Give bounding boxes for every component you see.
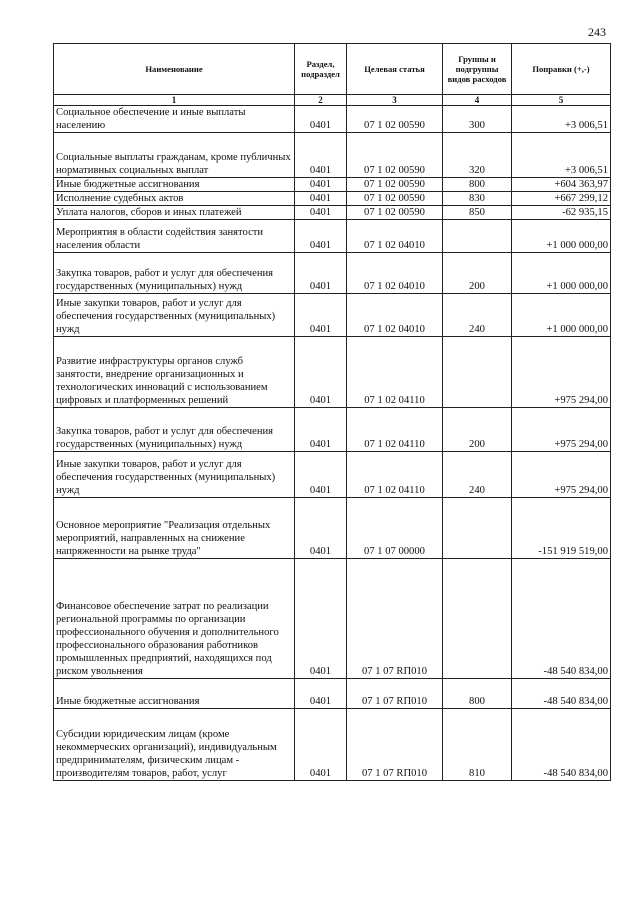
table-row <box>54 192 611 206</box>
row-section: 0401 <box>295 408 347 452</box>
row-group: 320 <box>443 133 512 178</box>
row-name: Иные закупки товаров, работ и услуг для обеспечения государственных (муниципальных) нужд <box>54 452 295 498</box>
row-name: Иные бюджетные ассигнования <box>54 679 295 709</box>
row-article: 07 1 02 00590 <box>347 206 443 220</box>
column-number-row <box>54 95 611 106</box>
row-section: 0401 <box>295 498 347 559</box>
table-row <box>54 679 611 709</box>
row-name: Иные бюджетные ассигнования <box>54 178 295 192</box>
row-section: 0401 <box>295 452 347 498</box>
row-section: 0401 <box>295 294 347 337</box>
row-section: 0401 <box>295 679 347 709</box>
row-name: Закупка товаров, работ и услуг для обеспечения государственных (муниципальных) нужд <box>54 408 295 452</box>
row-amount: +3 006,51 <box>512 106 611 133</box>
row-article: 07 1 07 RП010 <box>347 559 443 679</box>
header-section: Раздел, подраздел <box>295 44 347 95</box>
table-row <box>54 133 611 178</box>
row-section: 0401 <box>295 206 347 220</box>
row-amount: -62 935,15 <box>512 206 611 220</box>
row-amount: +975 294,00 <box>512 337 611 408</box>
row-amount: +975 294,00 <box>512 408 611 452</box>
row-amount: +667 299,12 <box>512 192 611 206</box>
row-group: 200 <box>443 253 512 294</box>
row-group: 810 <box>443 709 512 781</box>
row-name: Социальное обеспечение и иные выплаты населению <box>54 106 295 133</box>
row-article: 07 1 02 04010 <box>347 220 443 253</box>
row-section: 0401 <box>295 559 347 679</box>
row-section: 0401 <box>295 133 347 178</box>
row-section: 0401 <box>295 178 347 192</box>
row-section: 0401 <box>295 106 347 133</box>
row-section: 0401 <box>295 192 347 206</box>
row-group <box>443 559 512 679</box>
header-amendments: Поправки (+,-) <box>512 44 611 95</box>
row-group: 850 <box>443 206 512 220</box>
row-name: Финансовое обеспечение затрат по реализации региональной программы по организации профессионального обучения и дополнительного профессионального образования работников промышленных предприятий, находящихся под риском увольнения <box>54 559 295 679</box>
row-group <box>443 498 512 559</box>
row-group <box>443 337 512 408</box>
table-row <box>54 337 611 408</box>
row-amount: +3 006,51 <box>512 133 611 178</box>
column-number: 3 <box>347 95 443 106</box>
row-name: Исполнение судебных актов <box>54 192 295 206</box>
row-section: 0401 <box>295 220 347 253</box>
row-group: 300 <box>443 106 512 133</box>
header-groups: Группы и подгруппы видов расходов <box>443 44 512 95</box>
row-name: Основное мероприятие "Реализация отдельных мероприятий, направленных на снижение напряженности на рынке труда" <box>54 498 295 559</box>
row-name: Закупка товаров, работ и услуг для обеспечения государственных (муниципальных) нужд <box>54 253 295 294</box>
row-amount: -48 540 834,00 <box>512 709 611 781</box>
header-row <box>54 44 611 95</box>
row-amount: +1 000 000,00 <box>512 253 611 294</box>
row-group: 800 <box>443 679 512 709</box>
row-article: 07 1 02 04110 <box>347 452 443 498</box>
row-article: 07 1 02 00590 <box>347 133 443 178</box>
row-name: Иные закупки товаров, работ и услуг для обеспечения государственных (муниципальных) нужд <box>54 294 295 337</box>
row-group: 800 <box>443 178 512 192</box>
row-article: 07 1 02 04010 <box>347 294 443 337</box>
row-group: 830 <box>443 192 512 206</box>
row-article: 07 1 07 RП010 <box>347 709 443 781</box>
table-row <box>54 709 611 781</box>
row-article: 07 1 02 04110 <box>347 337 443 408</box>
row-article: 07 1 02 00590 <box>347 106 443 133</box>
row-section: 0401 <box>295 709 347 781</box>
row-amount: +604 363,97 <box>512 178 611 192</box>
row-article: 07 1 02 00590 <box>347 192 443 206</box>
row-article: 07 1 07 RП010 <box>347 679 443 709</box>
table-row <box>54 498 611 559</box>
table-row <box>54 559 611 679</box>
column-number: 2 <box>295 95 347 106</box>
row-article: 07 1 02 04110 <box>347 408 443 452</box>
row-group: 200 <box>443 408 512 452</box>
row-group <box>443 220 512 253</box>
table-row <box>54 106 611 133</box>
row-amount: +1 000 000,00 <box>512 294 611 337</box>
row-name: Мероприятия в области содействия занятости населения области <box>54 220 295 253</box>
table-row <box>54 220 611 253</box>
row-group: 240 <box>443 452 512 498</box>
row-name: Развитие инфраструктуры органов служб занятости, внедрение организационных и технологических инноваций с использованием цифровых и платформенных решений <box>54 337 295 408</box>
column-number: 1 <box>54 95 295 106</box>
table-row <box>54 253 611 294</box>
page-number: 243 <box>588 25 606 39</box>
row-group: 240 <box>443 294 512 337</box>
row-article: 07 1 02 04010 <box>347 253 443 294</box>
row-amount: -48 540 834,00 <box>512 559 611 679</box>
row-amount: +975 294,00 <box>512 452 611 498</box>
header-article: Целевая статья <box>347 44 443 95</box>
column-number: 5 <box>512 95 611 106</box>
row-amount: -48 540 834,00 <box>512 679 611 709</box>
table-row <box>54 452 611 498</box>
table-row <box>54 206 611 220</box>
row-name: Уплата налогов, сборов и иных платежей <box>54 206 295 220</box>
table-row <box>54 408 611 452</box>
column-number: 4 <box>443 95 512 106</box>
table-row <box>54 178 611 192</box>
row-amount: -151 919 519,00 <box>512 498 611 559</box>
row-name: Социальные выплаты гражданам, кроме публичных нормативных социальных выплат <box>54 133 295 178</box>
row-section: 0401 <box>295 337 347 408</box>
table-row <box>54 294 611 337</box>
row-amount: +1 000 000,00 <box>512 220 611 253</box>
row-section: 0401 <box>295 253 347 294</box>
row-article: 07 1 07 00000 <box>347 498 443 559</box>
header-name: Наименование <box>54 44 295 95</box>
budget-amendments-table <box>53 43 611 781</box>
row-article: 07 1 02 00590 <box>347 178 443 192</box>
row-name: Субсидии юридическим лицам (кроме некоммерческих организаций), индивидуальным предпринимателям, физическим лицам - производителям товаров, работ, услуг <box>54 709 295 781</box>
